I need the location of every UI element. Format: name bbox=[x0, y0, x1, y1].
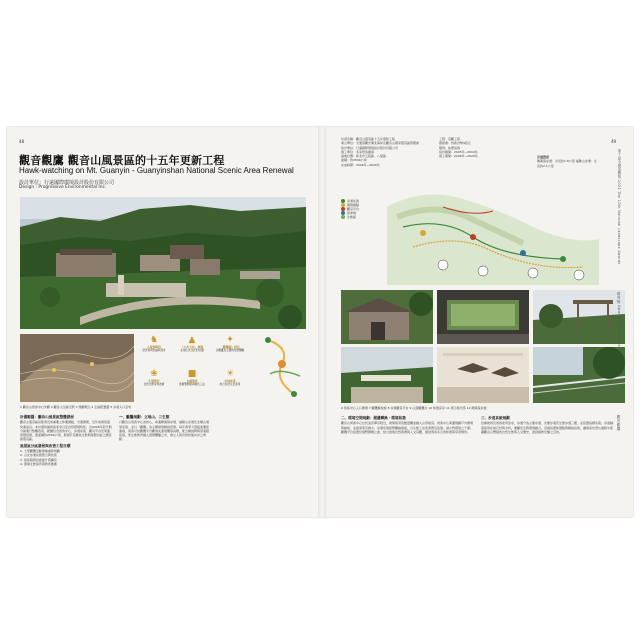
section4-text: 依據地形及遊客使用需求，步道分為主要步道、次要步道及生態步道三類，並設置指標系統。步道鋪面採用在地石材與木料，兼顧安全與環境融合。沿線設置休憩點與解說設施，讓遊客於登山過程中認識觀音山豐富的自然生態與人文歷史，達到寓教於樂之目的。 bbox=[481, 421, 614, 434]
project-info-left bbox=[341, 137, 429, 167]
map-notes-title: 步道資訊 bbox=[537, 155, 550, 159]
leaf-icon: ❀ bbox=[150, 369, 158, 379]
designer-zh: 設計單位：行遠國際環境設計股份有限公司 bbox=[19, 180, 115, 186]
concept-item-4: ❀ 生態教育 自然生態保育推廣 bbox=[143, 369, 165, 387]
concept-item-1: ♞ 大眾參與性 居民參與討論與設計 bbox=[142, 335, 166, 353]
section2-text: 以觀音山遊客中心為核心，串連硬漢嶺步道、福隆山步道及北橫古道等系統，並以「觀鷹」為主題發展解說設施。每年春季大量猛禽遷徙過境，遊客可於觀鷹平台觀察灰面鵟鷹等鳥類，配合解說牌與望遠鏡設施，使生態教育融入遊憩體驗之中，建立人與自然和諧共存之典範。 bbox=[119, 420, 210, 442]
right-text-column-1 bbox=[341, 416, 473, 436]
map-legend bbox=[341, 199, 381, 219]
info-row: 設計單位：行遠國際環境設計股份有限公司 bbox=[341, 145, 399, 150]
info-row: 總經費：約新台幣4億元 bbox=[439, 141, 471, 146]
trail-info-note bbox=[537, 155, 597, 168]
designer-en: Design : Progressive Environmental Inc. bbox=[19, 185, 107, 190]
right-photo-caption: 6 遊客中心入口廣場 7 觀鷹解說館 8 步道觀景平台 9 山頂觀鷹台 10 休憩涼亭 11 展示館內部 12 硬漢嶺步道 bbox=[341, 406, 487, 410]
book-spread bbox=[7, 127, 633, 517]
left-photo-caption: 1 觀音山遊客中心外觀 2 觀音山全區空照 3 規劃理念 4 全區配置圖 5 步道入口意象 bbox=[20, 405, 132, 409]
legend-item: 停車場 bbox=[341, 211, 381, 215]
info-row: 計畫名稱：觀音山風景區十五年更新工程 bbox=[341, 137, 396, 141]
goal-item-1: 1. 大型觀鷹活動場域重新規劃 bbox=[20, 449, 60, 454]
section1-text: 觀音山風景區是都會近郊重要之休閒據點，交通便捷，近年來遊客量快速成長。本計畫依據遊客需求以及自然環境特性，自2006年起分期分區進行整體改善，範圍包含遊客中心、步道系統、觀景平台及周邊遊憩設施，總面積約2500公頃，期望打造兼具生態與遊憩功能之國家級風景區。 bbox=[20, 420, 112, 442]
project-info-right bbox=[439, 137, 509, 158]
photo-trail-railing bbox=[533, 347, 625, 403]
info-row: 施工期間：2006年~2020年 bbox=[439, 154, 478, 159]
concept-item-6: ☀ 在地產業 結合在地文化產業 bbox=[219, 369, 241, 387]
left-text-column-2 bbox=[119, 415, 211, 444]
info-row: 工程：景觀工程 bbox=[439, 137, 461, 141]
photo-interpretation-hall bbox=[437, 290, 529, 344]
section3-text: 觀音山遊客中心位於凌雲禪寺附近，建築採用低矮量體並融入山形地景。遊客中心周邊規劃戶外廣場與綠地，並保留原有樹木。步道系統經整體檢視後，以生態工法改善既有設施，減少對環境之干擾。觀鷹平台設置於視野開闊之處，結合當地自然資源與人文景觀，提供遊客多元的休憩與學習場所。 bbox=[341, 421, 474, 434]
info-row: 基地位置：新北市五股區、八里區 bbox=[341, 154, 387, 159]
concept-item-3: ✦ 「觀鷹趣」特色 以觀鷹為主題的遊憩體驗 bbox=[215, 335, 245, 353]
goal-item-2: 2. 山友步道系統整合與改善 bbox=[20, 453, 57, 458]
photo-exhibition-interior bbox=[437, 347, 529, 403]
goal-item-4: 4. 環境生態保育與教育推廣 bbox=[20, 461, 57, 466]
right-page-number: 49 bbox=[611, 139, 617, 144]
people-icon: ♞ bbox=[149, 335, 159, 345]
info-row: 設計期間：2005年~2019年 bbox=[439, 149, 478, 154]
concept-diagram bbox=[137, 334, 257, 402]
trail-route-map bbox=[260, 334, 308, 402]
goal-item-3: 3. 遊客服務設施提升與擴充 bbox=[20, 457, 57, 462]
book-gutter bbox=[318, 127, 326, 517]
legend-item: 觀景平台 bbox=[341, 207, 381, 211]
mountain-icon: ▲ bbox=[188, 335, 196, 345]
legend-item: 步道系統 bbox=[341, 199, 381, 203]
section1-subheading: 風景區分區發展與改善工程目標 bbox=[20, 443, 71, 448]
concept-item-5: ■ 永續環境 低衝擊開發與綠色工法 bbox=[179, 369, 205, 387]
side-award-category: 優秀獎 Award of Excellence bbox=[617, 292, 621, 347]
legend-item: 服務據點 bbox=[341, 203, 381, 207]
topographic-model-image bbox=[20, 334, 134, 402]
section3-heading: 二、環境空間規劃：層遞轉換・環境和諧 bbox=[341, 416, 406, 420]
map-notes-text: 硬漢嶺步道：全長約1.8公里 福隆山步道：全長約2.1公里 bbox=[537, 159, 597, 168]
hawk-icon: ✦ bbox=[226, 335, 234, 345]
aerial-photo-visitor-center bbox=[20, 197, 306, 329]
article-title-en: Hawk-watching on Mt. Guanyin - Guanyinshan National Scenic Area Renewal bbox=[19, 166, 294, 175]
sun-icon: ☀ bbox=[225, 369, 235, 379]
photo-rest-pavilion bbox=[341, 347, 433, 403]
left-text-column-1 bbox=[20, 415, 112, 466]
site-plan-map bbox=[383, 187, 603, 285]
concept-item-2: ▲ 「山友文化」參與 在地山友文化的延續 bbox=[180, 335, 204, 353]
info-row: 施工單位：多家營造廠商 bbox=[341, 149, 375, 154]
building-icon: ■ bbox=[187, 369, 197, 379]
section2-heading: 一、觀鷹規劃：立地山、三生態 bbox=[119, 415, 170, 419]
side-awards-title: 第十屆全國景觀獎 2022 The 10th National Landscape Awards bbox=[617, 149, 621, 265]
info-row: 完成時間：2006年~2020年 bbox=[341, 162, 380, 167]
section1-heading: 計畫範圍：觀音山風景區整體發展 bbox=[20, 415, 74, 419]
left-page-number: 48 bbox=[19, 139, 25, 144]
article-title-zh: 觀音觀鷹 觀音山風景區的十五年更新工程 bbox=[19, 154, 225, 167]
info-row: 面積：約2500公頃 bbox=[341, 158, 367, 163]
section4-heading: 三、步道系統規劃 bbox=[481, 416, 510, 420]
legend-item: 生態區 bbox=[341, 215, 381, 219]
side-project-name: 觀音觀鷹 bbox=[617, 415, 621, 431]
photo-observation-deck bbox=[533, 290, 625, 344]
info-row: 業主單位：交通部觀光署北海岸及觀音山國家風景區管理處 bbox=[341, 141, 420, 146]
right-text-column-2 bbox=[481, 416, 613, 436]
info-row: 類別：休憩設施 bbox=[439, 145, 461, 150]
photo-entrance-plaza bbox=[341, 290, 433, 344]
